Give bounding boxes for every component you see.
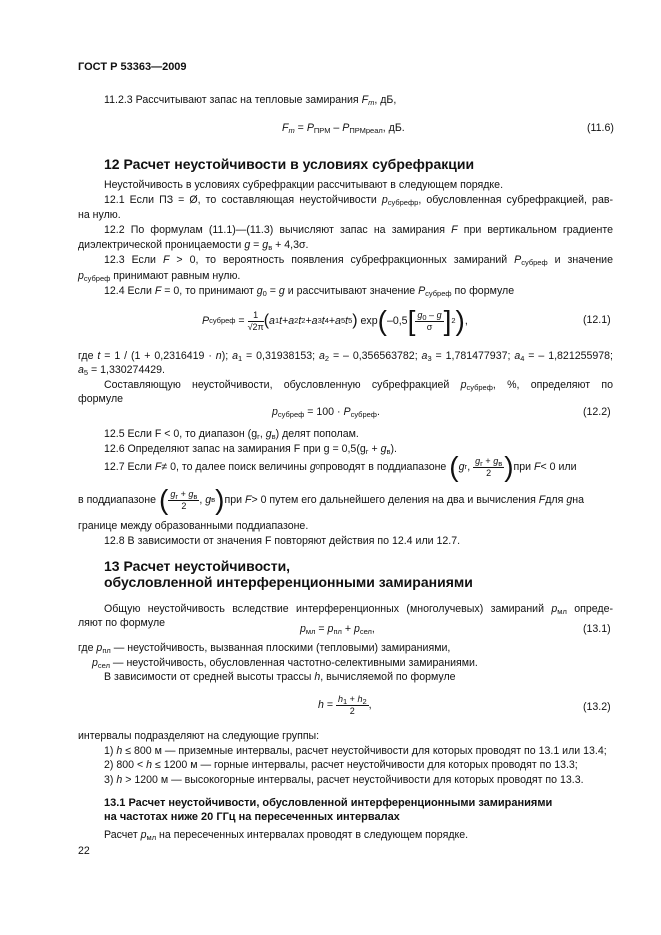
section-13-intro: Общую неустойчивость вследствие интерференционных (многолучевых) замираний $p_{мл}$ опреде- — [104, 603, 613, 616]
equation-number: (12.2) — [583, 406, 611, 418]
paragraph-12-7: 12.7 Если F ≠ 0, то далее поиск величины g 0 проводят в поддиапазоне ( g г , $\frac{g_г + g_в}{2}$ ) при F < 0 или — [104, 451, 577, 482]
equation-11-6: $F_m = P_{ПРМ} - P_{ПРМреал}$, дБ. — [282, 122, 405, 135]
paragraph-12-8: 12.8 В зависимости от значения F повторяют действия по 12.4 или 12.7. — [104, 535, 461, 547]
groups-intro: интервалы подразделяют на следующие группы: — [78, 730, 320, 742]
section-13-heading-line-1: 13 Расчет неустойчивости, — [104, 558, 291, 574]
subsection-13-1-text: Расчет $p_{мл}$ на пересеченных интервалах проводят в следующем порядке. — [104, 829, 469, 842]
subsection-13-1-heading-line-1: 13.1 Расчет неустойчивости, обусловленной интерференционными замираниями — [104, 797, 553, 809]
equation-number: (13.1) — [583, 623, 611, 635]
definition-p-pl: где $p_{пл}$ — неустойчивость, вызванная плоскими (тепловыми) замираниями, — [78, 642, 451, 655]
paragraph-12-4: 12.4 Если F = 0, то принимают $g_0 = g$ и рассчитывают значение $P_{субреф}$ по формуле — [104, 285, 515, 298]
equation-12-1: P субреф = $\frac{1}{√2\pi}$ ( a 1 t + a 2 t 2 + a 3 t 4 + a 5 t 5 ) exp ( – 0,5 [ $\frac{g_0 - g}{\sigma}$ ] 2 ) , — [202, 305, 468, 336]
equation-number: (13.2) — [583, 701, 611, 713]
definition-p-sel: $p_{сел}$ — неустойчивость, обусловленная частотно-селективными замираниями. — [92, 657, 478, 670]
paragraph-12-3-cont: $p_{субреф}$ принимают равным нулю. — [78, 270, 241, 283]
group-2: 2) 800 < h ≤ 1200 м — горные интервалы, расчет неустойчивости для которых проводят по 13.3; — [104, 759, 578, 771]
equation-number: (12.1) — [583, 314, 611, 326]
group-3: 3) h > 1200 м — высокогорные интервалы, расчет неустойчивости для которых проводят по 13.3. — [104, 774, 584, 786]
component-text: Составляющую неустойчивости, обусловленную субрефракцией $p_{субреф}$, %, определяют по — [104, 379, 613, 392]
section-13-intro-cont: ляют по формуле — [78, 617, 166, 629]
paragraph-12-6: 12.6 Определяют запас на замирания F при $g = 0,5(g_г + g_в)$. — [104, 443, 397, 456]
group-1: 1) h ≤ 800 м — приземные интервалы, расчет неустойчивости для которых проводят по 13.1 или 13.4; — [104, 745, 607, 757]
definitions-line-1: где t = 1 / (1 + 0,2316419 · n); $a_1 = 0,31938153$; $a_2$ = – 0,356563782; $a_3 = 1,781477937$; $a_4$ = – 1,821255978; — [78, 350, 613, 363]
section-12-heading: 12 Расчет неустойчивости в условиях субрефракции — [104, 156, 475, 172]
paragraph-12-3: 12.3 Если F > 0, то вероятность появления субрефракционных замираний $P_{субреф}$ и значение — [104, 254, 613, 267]
paragraph-12-2-cont: диэлектрической проницаемости $g = g_в + 4,3\sigma$. — [78, 239, 309, 252]
equation-13-1: $p_{мл} = p_{пл} + p_{сел}$, — [300, 623, 375, 636]
paragraph-12-1-cont: на нулю. — [78, 209, 121, 221]
equation-number: (11.6) — [587, 122, 614, 134]
height-text: В зависимости от средней высоты трассы h, вычисляемой по формуле — [104, 671, 456, 683]
paragraph-12-7-end: границе между образованными поддиапазоне. — [78, 520, 309, 532]
paragraph-11-2-3: 11.2.3 Рассчитывают запас на тепловые замирания $F_m$, дБ, — [104, 94, 397, 107]
paragraph-12-7-cont: в поддиапазоне ( $\frac{g_г + g_в}{2}$ , g в ) при F > 0 путем его дальнейшего деления на два и вычисления F для g на — [78, 484, 584, 515]
paragraph-12-5: 12.5 Если F < 0, то диапазон ($g_г$, $g_в$) делят пополам. — [104, 428, 359, 441]
paragraph-12-2: 12.2 По формулам (11.1)—(11.3) вычисляют запас на замирания F при вертикальном градиенте — [104, 224, 613, 236]
paragraph-12-1: 12.1 Если ПЗ = Ø, то составляющая неустойчивости $p_{субрефр}$, обусловленная субрефракцией, рав- — [104, 194, 613, 207]
document-code: ГОСТ Р 53363—2009 — [78, 61, 187, 73]
page-number: 22 — [78, 845, 90, 857]
equation-13-2: h = $\frac{h_1 + h_2}{2}$ , — [318, 693, 372, 716]
section-12-intro: Неустойчивость в условиях субрефракции рассчитывают в следующем порядке. — [104, 179, 504, 191]
subsection-13-1-heading-line-2: на частотах ниже 20 ГГц на пересеченных интервалах — [104, 811, 400, 823]
equation-12-2: $p_{субреф} = 100 \cdot P_{субреф}$. — [272, 406, 380, 419]
section-13-heading-line-2: обусловленной интерференционными замираниями — [104, 574, 473, 590]
definitions-line-2: $a_5 = 1,330274429$. — [78, 364, 165, 377]
component-text-cont: формуле — [78, 393, 124, 405]
